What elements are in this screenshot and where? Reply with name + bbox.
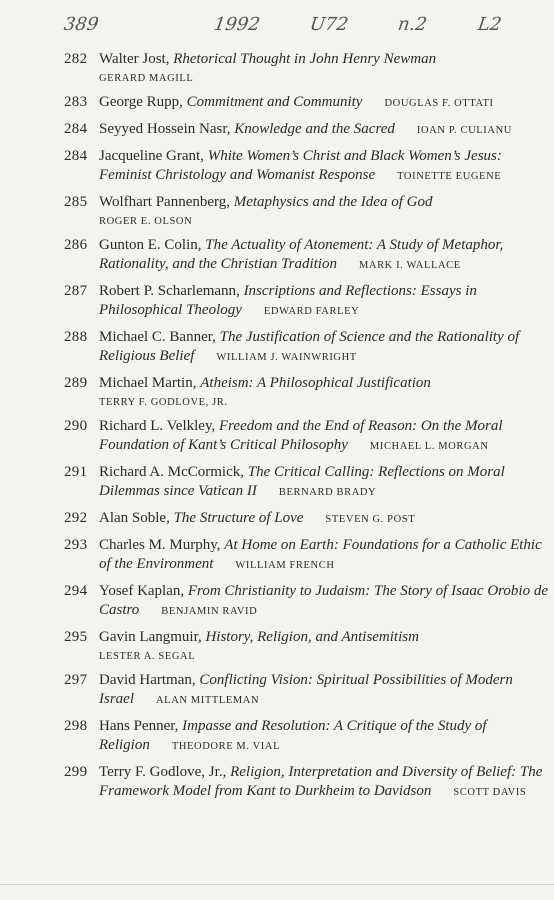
entry-book-title: The Structure of Love: [173, 510, 304, 526]
entry-citation: Terry F. Godlove, Jr., Religion, Interpretation and Diversity of Belief: The Framework Model from Kant to Durkheim to Davidson SCOTT DAVIS: [99, 764, 543, 799]
entry-citation: Richard A. McCormick, The Critical Calling: Reflections on Moral Dilemmas since Vatican II BERNARD BRADY: [99, 464, 505, 499]
review-entry: [64, 536, 548, 575]
entry-author: Alan Soble: [99, 510, 167, 526]
page-edge: [0, 884, 554, 885]
entry-reviewer: STEVEN G. POST: [325, 514, 416, 525]
entry-reviewer: DOUGLAS F. OTTATI: [384, 98, 494, 109]
handwritten-mark: n.2: [396, 14, 429, 35]
review-list: [64, 50, 548, 802]
review-entry: [64, 628, 548, 664]
entry-book-title: Conflicting Vision: Spiritual Possibilities of Modern Israel: [99, 672, 513, 707]
entry-book-title: The Critical Calling: Reflections on Moral Dilemmas since Vatican II: [99, 464, 505, 499]
entry-author: George Rupp: [99, 94, 180, 110]
entry-page-number: 297: [64, 672, 88, 688]
handwritten-mark: 1992: [212, 14, 262, 35]
entry-author: David Hartman: [99, 672, 192, 688]
handwritten-mark: U72: [308, 14, 350, 35]
handwritten-mark: 389: [62, 14, 100, 35]
review-entry: [64, 717, 548, 756]
entry-page-number: 286: [64, 237, 88, 253]
entry-citation: Gunton E. Colin, The Actuality of Atonement: A Study of Metaphor, Rationality, and the Christian Tradition MARK I. WALLACE: [99, 237, 504, 272]
entry-page-number: 289: [64, 375, 88, 391]
entry-citation: Michael C. Banner, The Justification of Science and the Rationality of Religious Belief WILLIAM J. WAINWRIGHT: [99, 329, 520, 364]
entry-author: Michael C. Banner: [99, 329, 213, 345]
entry-author: Jacqueline Grant: [99, 148, 201, 164]
entry-reviewer: WILLIAM J. WAINWRIGHT: [216, 352, 357, 363]
entry-page-number: 293: [64, 537, 88, 553]
review-entry: [64, 582, 548, 621]
review-entry: [64, 671, 548, 710]
entry-author: Gunton E. Colin: [99, 237, 198, 253]
entry-reviewer: TERRY F. GODLOVE, JR.: [99, 397, 228, 408]
entry-reviewer: EDWARD FARLEY: [263, 306, 360, 317]
entry-citation: Seyyed Hossein Nasr, Knowledge and the Sacred IOAN P. CULIANU: [99, 121, 512, 137]
entry-author: Terry F. Godlove, Jr.: [99, 764, 223, 780]
entry-citation: Gavin Langmuir, History, Religion, and Antisemitism LESTER A. SEGAL: [99, 628, 548, 664]
entry-book-title: From Christianity to Judaism: The Story of Isaac Orobio de Castro: [99, 583, 549, 618]
entry-page-number: 284: [64, 121, 88, 137]
entry-book-title: The Justification of Science and the Rationality of Religious Belief: [99, 329, 520, 364]
entry-book-title: At Home on Earth: Foundations for a Catholic Ethic of the Environment: [99, 537, 542, 572]
entry-book-title: Rhetorical Thought in John Henry Newman: [173, 51, 437, 67]
entry-page-number: 288: [64, 329, 88, 345]
entry-citation: Charles M. Murphy, At Home on Earth: Foundations for a Catholic Ethic of the Environment WILLIAM FRENCH: [99, 537, 542, 572]
entry-page-number: 294: [64, 583, 88, 599]
entry-book-title: Commitment and Community: [186, 94, 363, 110]
entry-citation: Alan Soble, The Structure of Love STEVEN G. POST: [99, 510, 416, 526]
entry-citation: Yosef Kaplan, From Christianity to Judaism: The Story of Isaac Orobio de Castro BENJAMIN RAVID: [99, 583, 549, 618]
entry-book-title: History, Religion, and Antisemitism: [205, 629, 419, 645]
entry-citation: George Rupp, Commitment and Community DOUGLAS F. OTTATI: [99, 94, 494, 110]
entry-author: Seyyed Hossein Nasr: [99, 121, 227, 137]
review-entry: [64, 374, 548, 410]
entry-page-number: 291: [64, 464, 88, 480]
review-entry: [64, 120, 548, 140]
entry-author: Wolfhart Pannenberg: [99, 194, 227, 210]
entry-book-title: Freedom and the End of Reason: On the Moral Foundation of Kant’s Critical Philosophy: [99, 418, 503, 453]
handwritten-annotations: [0, 8, 554, 42]
entry-author: Robert P. Scharlemann: [99, 283, 237, 299]
entry-author: Walter Jost: [99, 51, 166, 67]
entry-reviewer: BERNARD BRADY: [278, 487, 377, 498]
entry-page-number: 285: [64, 194, 88, 210]
entry-page-number: 290: [64, 418, 88, 434]
entry-citation: Hans Penner, Impasse and Resolution: A Critique of the Study of Religion THEODORE M. VIAL: [99, 718, 487, 753]
entry-author: Richard A. McCormick: [99, 464, 241, 480]
handwritten-mark: L2: [476, 14, 503, 35]
entry-reviewer: WILLIAM FRENCH: [235, 560, 335, 571]
entry-book-title: White Women’s Christ and Black Women’s Jesus: Feminist Christology and Womanist Response: [99, 148, 502, 183]
entry-reviewer: ROGER E. OLSON: [99, 216, 193, 227]
review-entry: [64, 417, 548, 456]
entry-reviewer: MICHAEL L. MORGAN: [369, 441, 489, 452]
review-entry: [64, 93, 548, 113]
entry-page-number: 299: [64, 764, 88, 780]
review-entry: [64, 509, 548, 529]
entry-page-number: 292: [64, 510, 88, 526]
review-entry: [64, 236, 548, 275]
entry-book-title: Atheism: A Philosophical Justification: [200, 375, 431, 391]
entry-author: Yosef Kaplan: [99, 583, 181, 599]
entry-book-title: Religion, Interpretation and Diversity of Belief: The Framework Model from Kant to Durkheim to Davidson: [99, 764, 543, 799]
entry-reviewer: MARK I. WALLACE: [358, 260, 461, 271]
entry-book-title: Metaphysics and the Idea of God: [233, 194, 433, 210]
entry-book-title: The Actuality of Atonement: A Study of Metaphor, Rationality, and the Christian Tradition: [99, 237, 504, 272]
entry-reviewer: THEODORE M. VIAL: [171, 741, 281, 752]
entry-page-number: 282: [64, 51, 88, 67]
entry-author: Gavin Langmuir: [99, 629, 198, 645]
entry-author: Richard L. Velkley: [99, 418, 212, 434]
entry-page-number: 295: [64, 629, 88, 645]
entry-page-number: 284: [64, 148, 88, 164]
review-entry: [64, 147, 548, 186]
entry-citation: David Hartman, Conflicting Vision: Spiritual Possibilities of Modern Israel ALAN MITTLEMAN: [99, 672, 513, 707]
entry-citation: Wolfhart Pannenberg, Metaphysics and the Idea of God ROGER E. OLSON: [99, 193, 548, 229]
entry-page-number: 287: [64, 283, 88, 299]
entry-reviewer: ALAN MITTLEMAN: [156, 695, 260, 706]
entry-reviewer: IOAN P. CULIANU: [416, 125, 512, 136]
entry-page-number: 283: [64, 94, 88, 110]
entry-citation: Richard L. Velkley, Freedom and the End of Reason: On the Moral Foundation of Kant’s Critical Philosophy MICHAEL L. MORGAN: [99, 418, 503, 453]
entry-reviewer: GERARD MAGILL: [99, 73, 194, 84]
review-entry: [64, 763, 548, 802]
entry-author: Hans Penner: [99, 718, 175, 734]
entry-author: Michael Martin: [99, 375, 193, 391]
entry-page-number: 298: [64, 718, 88, 734]
entry-citation: Walter Jost, Rhetorical Thought in John Henry Newman GERARD MAGILL: [99, 50, 548, 86]
entry-book-title: Inscriptions and Reflections: Essays in Philosophical Theology: [99, 283, 477, 318]
entry-reviewer: SCOTT DAVIS: [453, 787, 527, 798]
entry-citation: Michael Martin, Atheism: A Philosophical Justification TERRY F. GODLOVE, JR.: [99, 374, 548, 410]
review-entry: [64, 463, 548, 502]
entry-book-title: Knowledge and the Sacred: [234, 121, 395, 137]
entry-reviewer: BENJAMIN RAVID: [161, 606, 258, 617]
review-entry: [64, 282, 548, 321]
review-entry: [64, 50, 548, 86]
entry-reviewer: TOINETTE EUGENE: [397, 171, 502, 182]
entry-book-title: Impasse and Resolution: A Critique of the Study of Religion: [99, 718, 487, 753]
entry-citation: Jacqueline Grant, White Women’s Christ and Black Women’s Jesus: Feminist Christology and Womanist Response TOINETTE EUGENE: [99, 148, 502, 183]
entry-author: Charles M. Murphy: [99, 537, 217, 553]
entry-citation: Robert P. Scharlemann, Inscriptions and Reflections: Essays in Philosophical Theology EDWARD FARLEY: [99, 283, 477, 318]
review-entry: [64, 193, 548, 229]
entry-reviewer: LESTER A. SEGAL: [99, 651, 196, 662]
review-entry: [64, 328, 548, 367]
